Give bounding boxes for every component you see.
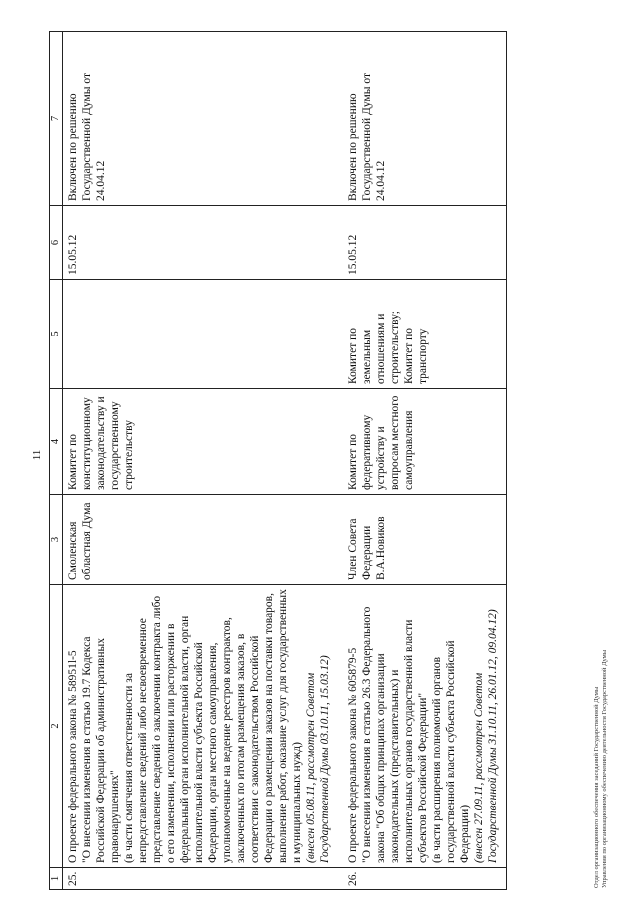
page-number: 11: [31, 449, 43, 461]
column-header: 1: [50, 868, 63, 890]
row-number: 25.: [63, 868, 333, 890]
row-number: 26.: [346, 868, 507, 890]
bill-name: "О внесении изменения в статью 26.3 Федерального закона "Об общих принципах организации законодательных (представительных) и исполнительных органов государственной власти субъектов Российской Федерации": [361, 606, 429, 863]
column-header: 7: [50, 32, 63, 206]
table-row: [346, 32, 507, 890]
column-header: 6: [50, 206, 63, 280]
row-spacer: [332, 32, 346, 890]
footer-line: Управления по организационному обеспечению деятельности Государственной Думы: [601, 649, 608, 888]
footer-line: Отдел организационного обеспечения заседаний Государственной Думы: [593, 686, 600, 888]
footer: [593, 650, 609, 888]
column-header: 3: [50, 495, 63, 585]
committee-main: Комитет по конституционному законодательству и государственному строительству: [63, 389, 333, 495]
column-header: 2: [50, 585, 63, 868]
status: Включен по решению Государственной Думы от 24.04.12: [346, 32, 507, 206]
committee-main: Комитет по федеративному устройству и вопросам местного самоуправления: [346, 389, 507, 495]
column-number-row: [50, 32, 63, 890]
date: 15.05.12: [63, 206, 333, 280]
bill-description: [63, 585, 333, 868]
bill-purpose: (в части расширения полномочий органов государственной власти субъекта Российской Федерации): [431, 640, 471, 863]
initiator: Смоленская областная Дума: [63, 495, 333, 585]
committees-co: [63, 280, 333, 389]
bill-title: О проекте федерального закона № 605879-5: [347, 647, 359, 863]
bill-description: [346, 585, 507, 868]
date: 15.05.12: [346, 206, 507, 280]
column-header: 5: [50, 280, 63, 389]
bill-title: О проекте федерального закона № 58951l-5: [67, 650, 79, 863]
bill-name: "О внесении изменения в статью 19.7 Кодекса Российской Федерации об административных правонарушениях": [81, 636, 121, 863]
committees-co: Комитет по земельным отношениям и строительству; Комитет по транспорту: [346, 280, 507, 389]
bills-table: [49, 31, 507, 890]
initiator: Член Совета Федерации В.А.Новиков: [346, 495, 507, 585]
document-sheet: [15, 20, 625, 890]
table-row: [63, 32, 333, 890]
bill-note: (внесен 05.08.11, рассмотрен Советом Государственной Думы 03.10.11, 15.03.12): [305, 655, 331, 863]
status: Включен по решению Государственной Думы от 24.04.12: [63, 32, 333, 206]
bill-note: (внесен 27.09.11, рассмотрен Советом Государственной Думы 31.10.11, 26.01.12, 09.04.12): [473, 609, 499, 863]
column-header: 4: [50, 389, 63, 495]
bill-purpose: (в части смягчения ответственности за непредставление сведений либо несвоевременное представление сведений о заключении контракта либо о его изменении, исполнении или расторжении в федеральный орган исполнительной власти, орган исполнительной власти субъекта Российской Федерации, орган местного самоуправления, уполномоченные на ведение реестров контрактов, заключенных по итогам размещения заказов, в соответствии с законодательством Российской Федерации о размещении заказов на поставки товаров, выполнение работ, оказание услуг для государственных и муниципальных нужд): [123, 589, 303, 863]
